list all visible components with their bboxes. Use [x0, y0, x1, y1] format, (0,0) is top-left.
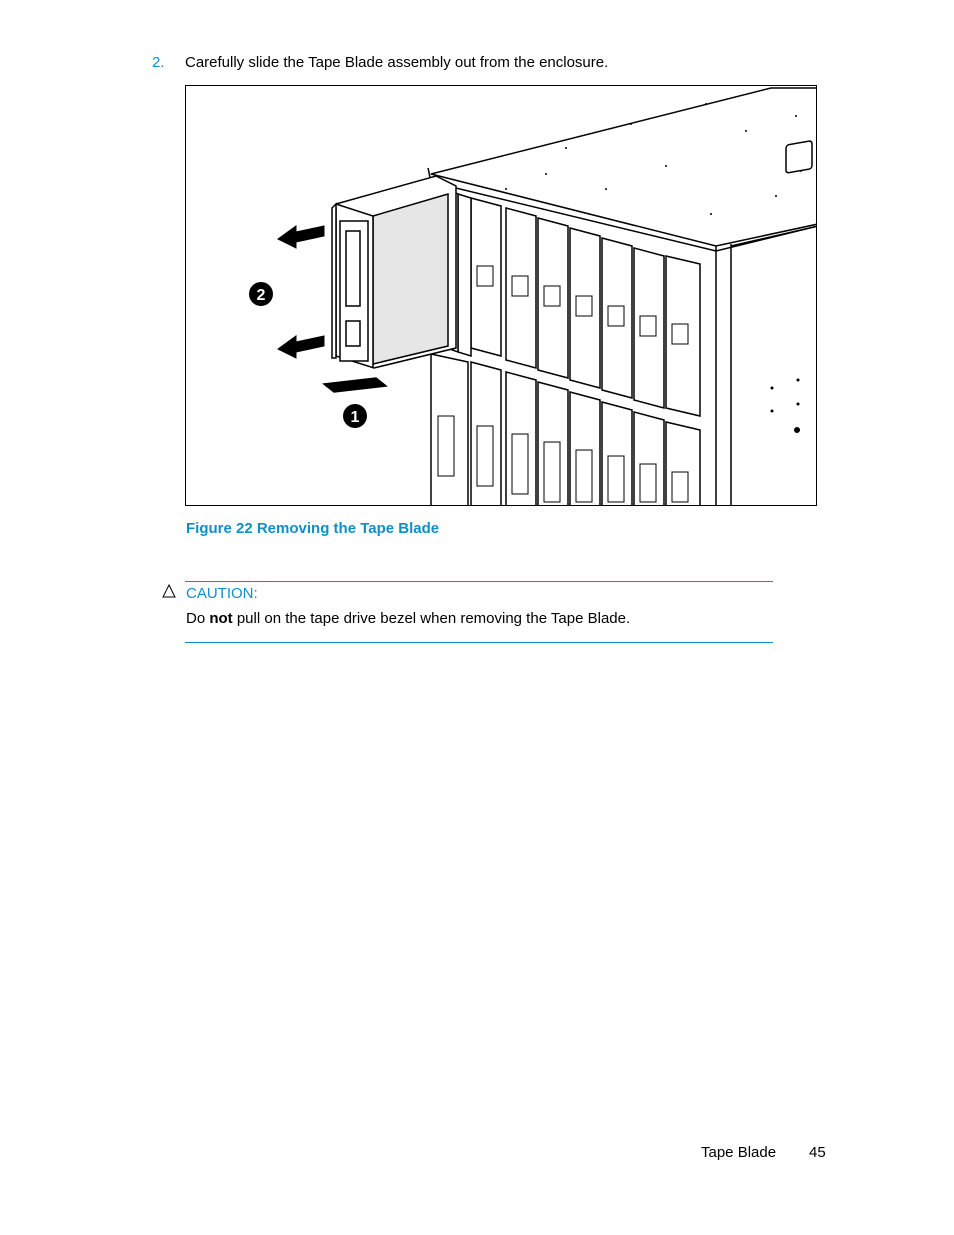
figure-caption: Figure 22 Removing the Tape Blade: [186, 520, 440, 537]
tape-blade-figure: [185, 85, 817, 506]
enclosure-illustration: [186, 86, 817, 506]
caution-text-before: Do: [186, 610, 210, 627]
caution-text-bold: not: [209, 610, 233, 627]
caution-text-after: pull on the tape drive bezel when removing the Tape Blade.: [232, 610, 631, 627]
footer-section-title: Tape Blade: [701, 1144, 777, 1161]
caution-bottom-rule: [185, 642, 773, 643]
page-number: 45: [809, 1144, 826, 1161]
step-2: [152, 54, 608, 71]
caution-label: CAUTION:: [186, 585, 258, 602]
step-text: Carefully slide the Tape Blade assembly out from the enclosure.: [185, 54, 609, 71]
callout-1: 1: [350, 409, 360, 426]
caution-top-rule: [185, 581, 773, 582]
caution-text: [186, 610, 630, 627]
callout-2: 2: [256, 287, 266, 304]
caution-triangle-icon: [162, 584, 176, 598]
step-number: 2.: [152, 54, 165, 71]
